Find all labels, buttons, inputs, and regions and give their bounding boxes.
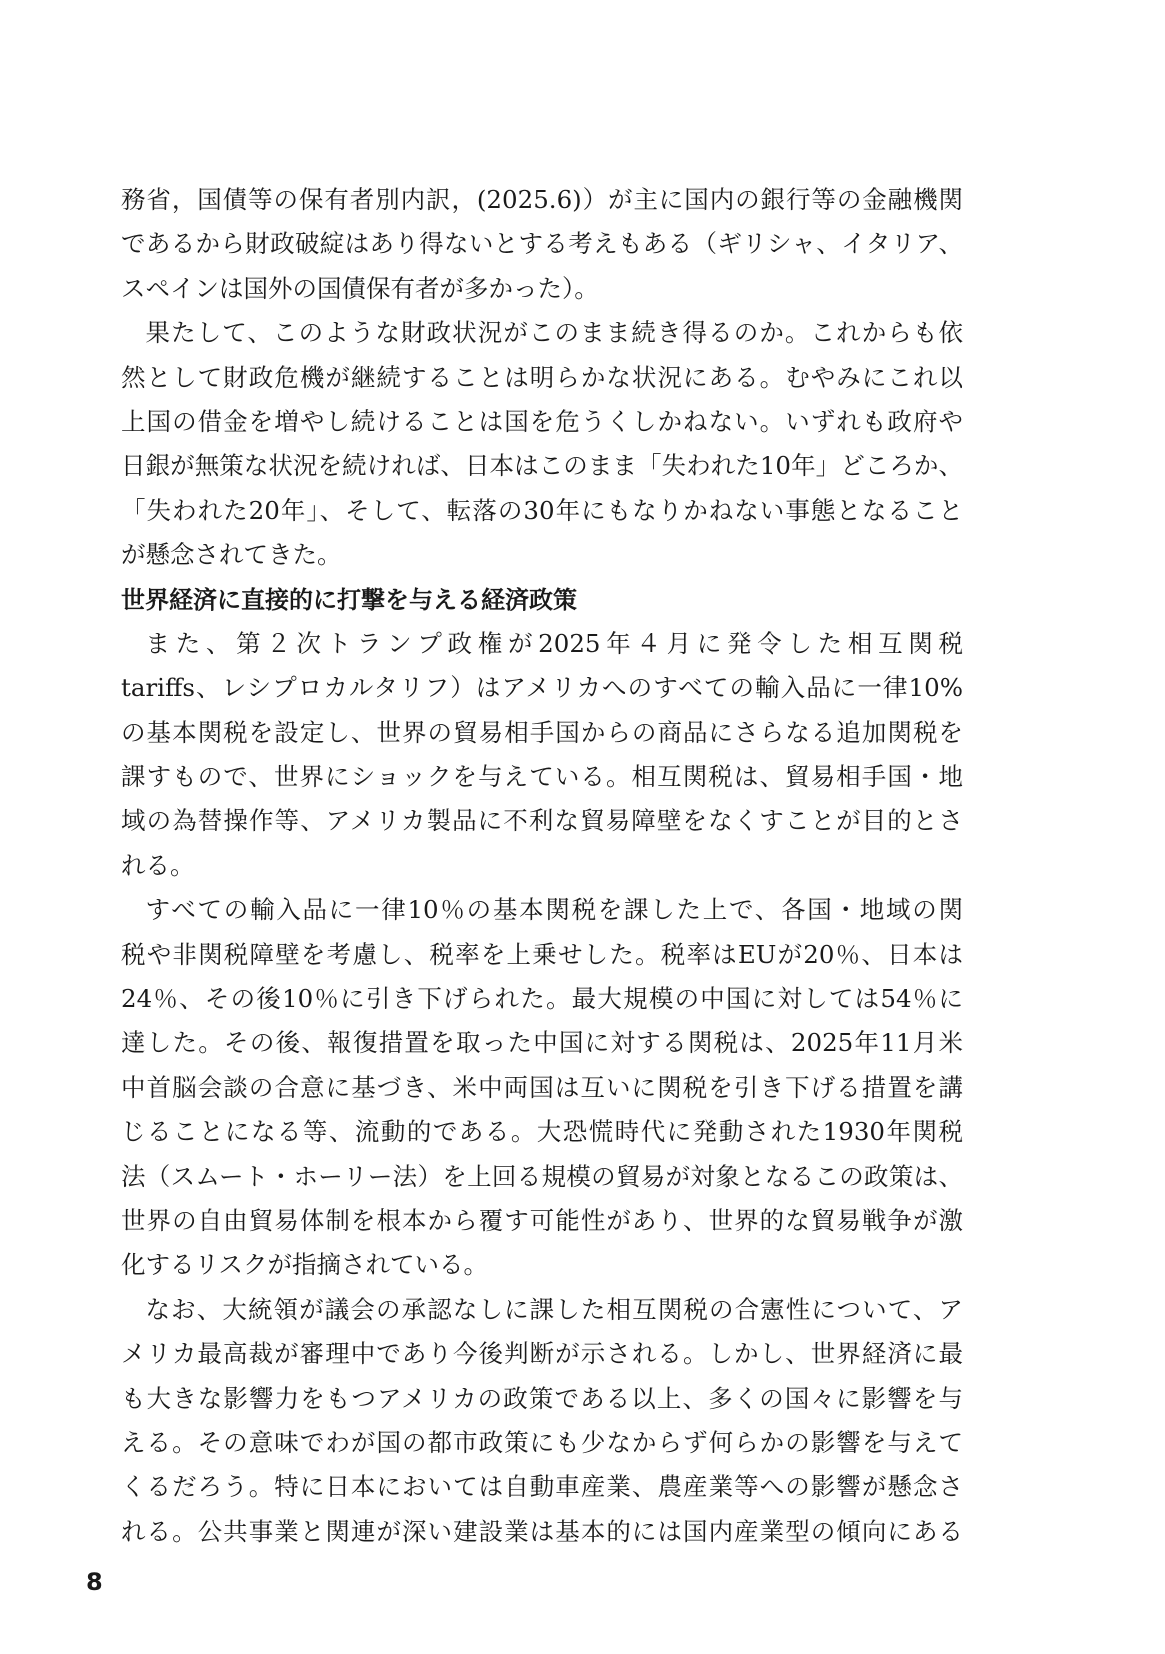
text-line: スペインは国外の国債保有者が多かった）。 xyxy=(121,273,599,303)
text-line: 化するリスクが指摘されている。 xyxy=(121,1250,489,1280)
text-line: 「失われた20年」、そして、転落の30年にもなりかねない事態となること xyxy=(121,495,963,525)
text-line: 域の為替操作等、アメリカ製品に不利な貿易障壁をなくすことが目的とさ xyxy=(121,806,963,836)
text-line: であるから財政破綻はあり得ないとする考えもある（ギリシャ、イタリア、 xyxy=(121,229,963,259)
text-line: 上国の借金を増やし続けることは国を危うくしかねない。いずれも政府や xyxy=(121,406,963,436)
text-line: なお、大統領が議会の承認なしに課した相互関税の合憲性について、ア xyxy=(145,1294,963,1324)
paragraph xyxy=(121,888,963,1288)
text-line: くるだろう。特に日本においては自動車産業、農産業等への影響が懸念さ xyxy=(121,1472,963,1502)
text-line: 世界の自由貿易体制を根本から覆す可能性があり、世界的な貿易戦争が激 xyxy=(121,1205,963,1235)
text-line: じることになる等、流動的である。大恐慌時代に発動された1930年関税 xyxy=(121,1117,963,1147)
text-line: 務省，国債等の保有者別内訳，(2025.6)）が主に国内の銀行等の金融機関 xyxy=(121,185,963,214)
text-line: 然として財政危機が継続することは明らかな状況にある。むやみにこれ以 xyxy=(121,362,963,392)
text-line: メリカ最高裁が審理中であり今後判断が示される。しかし、世界経済に最 xyxy=(121,1339,963,1369)
paragraph xyxy=(121,311,963,577)
text-line: 果たして、このような財政状況がこのまま続き得るのか。これからも依 xyxy=(145,318,963,348)
text-line: の基本関税を設定し、世界の貿易相手国からの商品にさらなる追加関税を xyxy=(121,717,963,747)
section-heading: 世界経済に直接的に打撃を与える経済政策 xyxy=(121,585,577,614)
paragraph xyxy=(121,1288,963,1554)
text-line: また、第２次トランプ政権が2025年４月に発令した相互関税 xyxy=(145,628,963,658)
text-line: 24％、その後10％に引き下げられた。最大規模の中国に対しては54％に xyxy=(121,984,963,1014)
text-line: tariffs、レシプロカルタリフ）はアメリカへのすべての輸入品に一律10% xyxy=(121,673,963,703)
text-line: も大きな影響力をもつアメリカの政策である以上、多くの国々に影響を与 xyxy=(121,1383,963,1413)
text-line: 税や非関税障壁を考慮し、税率を上乗せした。税率はEUが20％、日本は xyxy=(121,939,963,969)
text-line: すべての輸入品に一律10％の基本関税を課した上で、各国・地域の関 xyxy=(145,895,963,925)
text-line: れる。 xyxy=(121,850,195,880)
text-line: 課すもので、世界にショックを与えている。相互関税は、貿易相手国・地 xyxy=(121,762,963,792)
text-line: 法（スムート・ホーリー法）を上回る規模の貿易が対象となるこの政策は、 xyxy=(121,1161,963,1191)
text-line: 中首脳会談の合意に基づき、米中両国は互いに関税を引き下げる措置を講 xyxy=(121,1072,963,1102)
text-line: える。その意味でわが国の都市政策にも少なからず何らかの影響を与えて xyxy=(121,1427,963,1457)
body-text xyxy=(121,178,963,1554)
text-line: 日銀が無策な状況を続ければ、日本はこのまま「失われた10年」どころか、 xyxy=(121,451,963,481)
paragraph xyxy=(121,622,963,888)
text-line: が懸念されてきた。 xyxy=(121,540,342,570)
text-line: 達した。その後、報復措置を取った中国に対する関税は、2025年11月米 xyxy=(121,1028,963,1058)
page-number: 8 xyxy=(86,1568,103,1596)
text-line: れる。公共事業と関連が深い建設業は基本的には国内産業型の傾向にある xyxy=(121,1516,963,1546)
paragraph xyxy=(121,178,963,311)
